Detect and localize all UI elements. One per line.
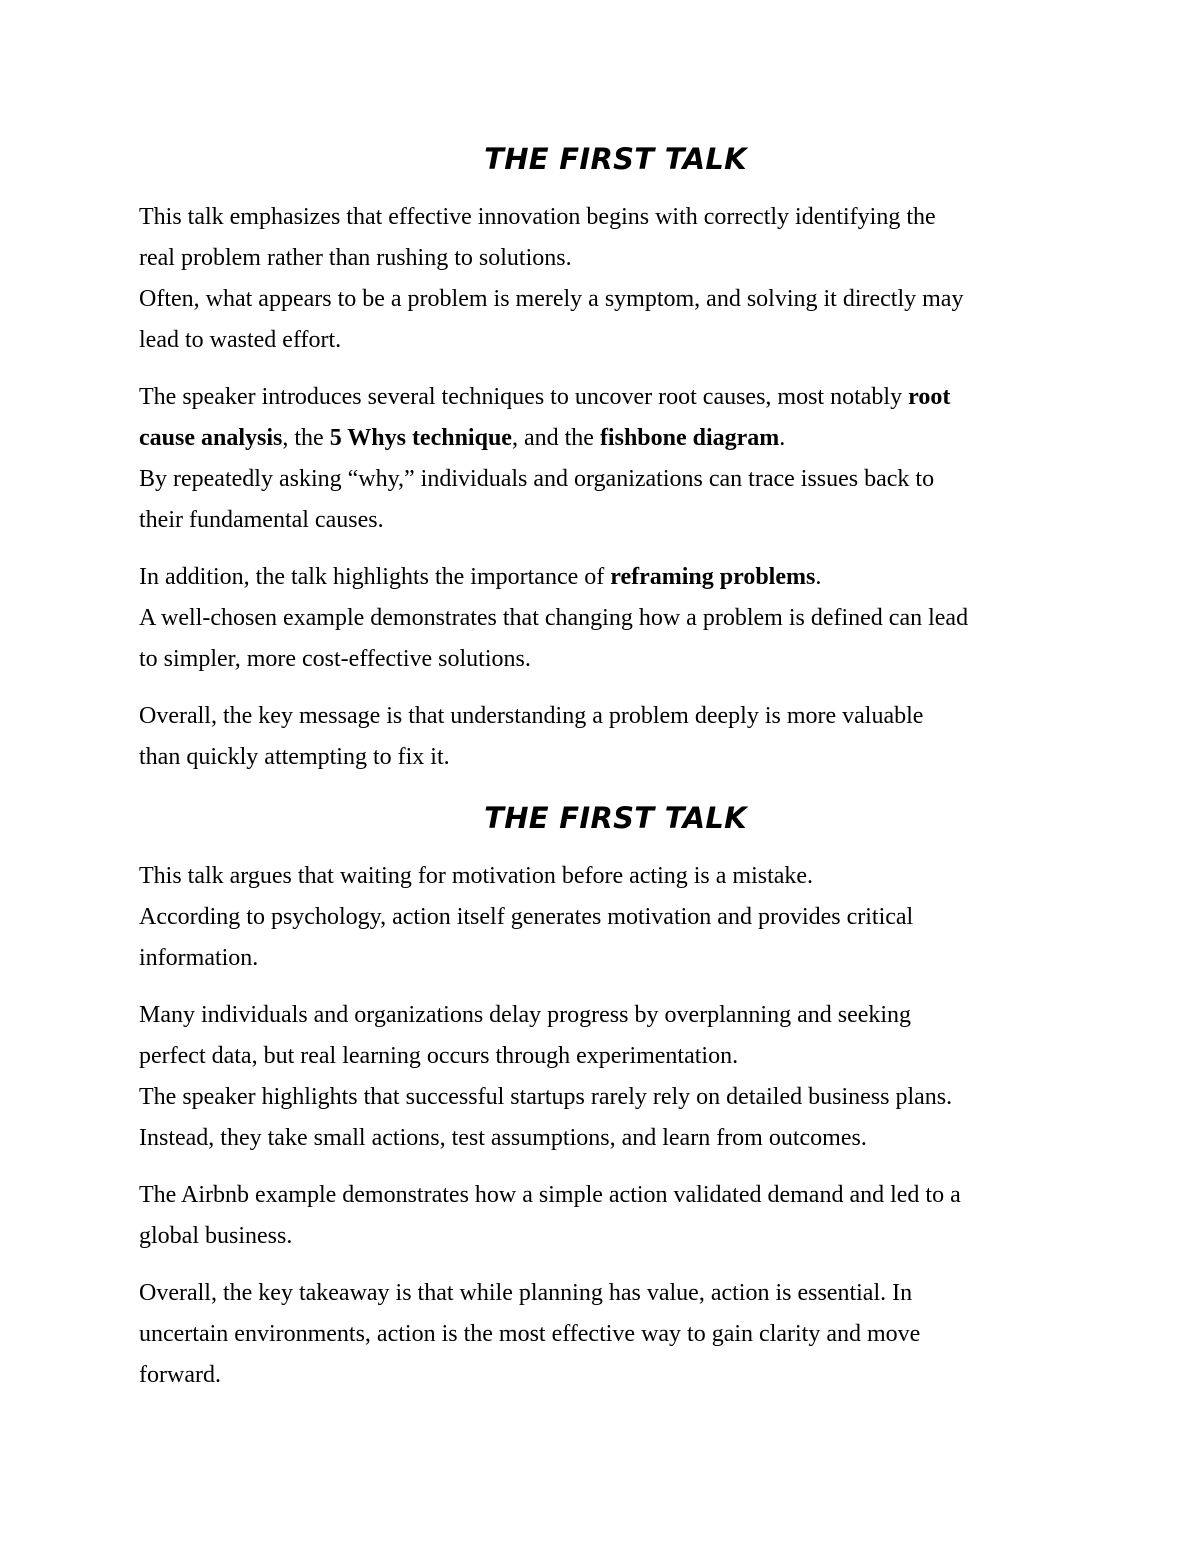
- text-line: [139, 557, 1099, 598]
- text-line: This talk argues that waiting for motivation before acting is a mistake.: [139, 863, 814, 889]
- paragraph: [139, 1175, 1099, 1257]
- text-line: forward.: [139, 1362, 221, 1388]
- section-first-talk-1: [139, 138, 1099, 794]
- text-run: In addition, the talk highlights the importance of: [139, 564, 611, 590]
- text-line: uncertain environments, action is the most effective way to gain clarity and move: [139, 1321, 921, 1347]
- bold-term: cause analysis: [139, 425, 283, 451]
- text-line: real problem rather than rushing to solutions.: [139, 245, 572, 271]
- paragraph: [139, 557, 1099, 680]
- paragraph: [139, 856, 1099, 979]
- text-line: By repeatedly asking “why,” individuals and organizations can trace issues back to: [139, 466, 935, 492]
- bold-term: reframing problems: [610, 564, 816, 590]
- paragraph: [139, 696, 1099, 778]
- text-line: The speaker highlights that successful startups rarely rely on detailed business plans.: [139, 1084, 953, 1110]
- text-run: , and the: [511, 425, 600, 451]
- text-run: , the: [282, 425, 330, 451]
- bold-term: fishbone diagram: [599, 425, 780, 451]
- text-line: According to psychology, action itself generates motivation and provides critical: [139, 904, 914, 930]
- text-line: information.: [139, 945, 259, 971]
- text-line: [139, 377, 1099, 418]
- text-line: to simpler, more cost-effective solutions.: [139, 646, 531, 672]
- text-line: Overall, the key message is that understanding a problem deeply is more valuable: [139, 703, 924, 729]
- section-heading: THE FIRST TALK: [484, 801, 747, 835]
- paragraph: [139, 1273, 1099, 1396]
- text-line: their fundamental causes.: [139, 507, 384, 533]
- text-run: .: [779, 425, 786, 451]
- text-line: A well-chosen example demonstrates that changing how a problem is defined can lead: [139, 605, 969, 631]
- text-line: perfect data, but real learning occurs through experimentation.: [139, 1043, 739, 1069]
- text-line: than quickly attempting to fix it.: [139, 744, 450, 770]
- text-line: This talk emphasizes that effective innovation begins with correctly identifying the: [139, 204, 936, 230]
- text-run: The speaker introduces several techniques to uncover root causes, most notably: [139, 384, 909, 410]
- bold-term: 5 Whys technique: [329, 425, 512, 451]
- section-first-talk-2: [139, 797, 1099, 1412]
- text-line: global business.: [139, 1223, 293, 1249]
- paragraph: [139, 995, 1099, 1159]
- bold-term: root: [908, 384, 951, 410]
- paragraph: [139, 377, 1099, 541]
- text-line: Instead, they take small actions, test assumptions, and learn from outcomes.: [139, 1125, 867, 1151]
- text-line: Overall, the key takeaway is that while planning has value, action is essential. In: [139, 1280, 913, 1306]
- text-run: .: [815, 564, 822, 590]
- text-line: Often, what appears to be a problem is merely a symptom, and solving it directly may: [139, 286, 964, 312]
- text-line: lead to wasted effort.: [139, 327, 342, 353]
- text-line: [139, 418, 1099, 459]
- section-heading: THE FIRST TALK: [484, 142, 747, 176]
- text-line: The Airbnb example demonstrates how a simple action validated demand and led to a: [139, 1182, 961, 1208]
- paragraph: [139, 197, 1099, 361]
- text-line: Many individuals and organizations delay progress by overplanning and seeking: [139, 1002, 912, 1028]
